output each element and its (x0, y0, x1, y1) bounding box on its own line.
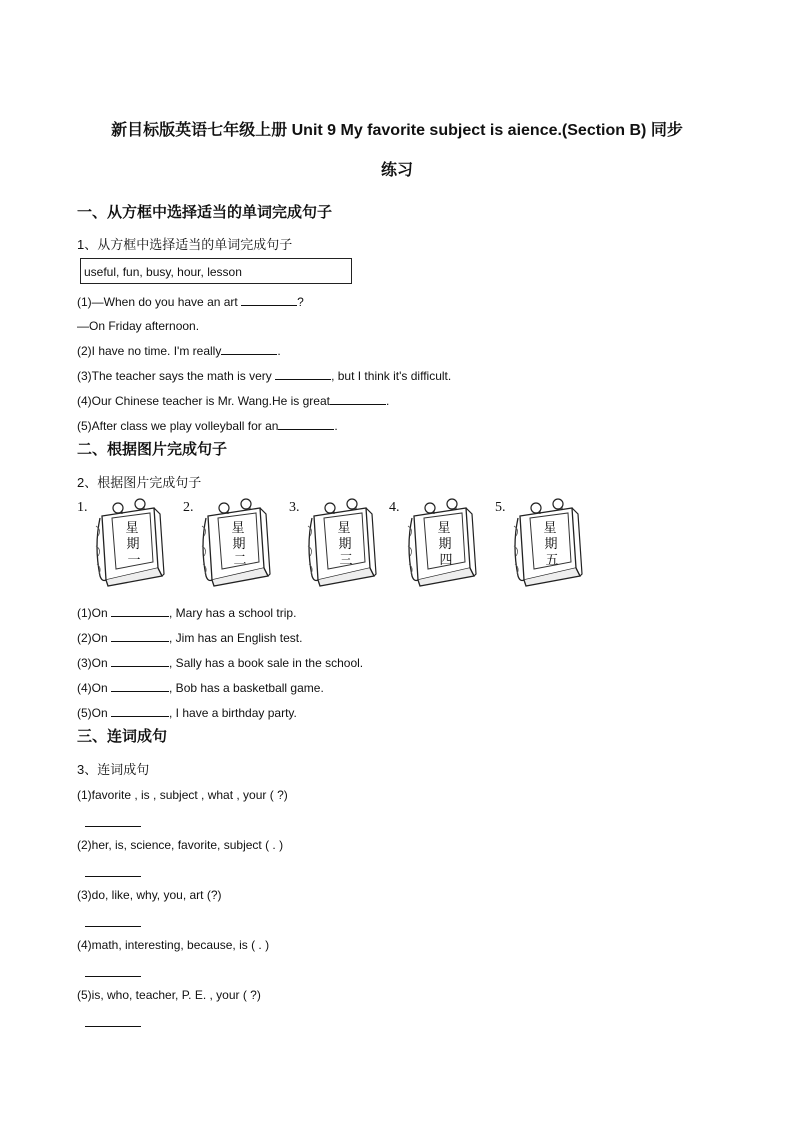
s3-item-3: (3)do, like, why, you, art (?) (77, 888, 222, 902)
s1-item-2: (2)I have no time. I'm really . (77, 344, 281, 358)
s1-item-1-reply: —On Friday afternoon. (77, 319, 200, 333)
s2-item-3: (3)On , Sally has a book sale in the school. (77, 656, 364, 670)
answer-blank[interactable] (241, 293, 297, 306)
section-3-heading: 三、连词成句 (77, 728, 168, 745)
calendar-char: 星 (543, 521, 557, 536)
calendar-thursday-icon (404, 496, 504, 594)
answer-blank[interactable] (275, 367, 331, 380)
answer-blank[interactable] (111, 704, 169, 717)
s3-item-2: (2)her, is, science, favorite, subject ( . ) (77, 838, 284, 852)
page-title-line-2: 练习 (380, 162, 413, 179)
answer-blank[interactable] (111, 604, 169, 617)
calendar-char: 二 (233, 553, 247, 568)
answer-blank[interactable] (111, 629, 169, 642)
calendar-char: 期 (126, 537, 140, 552)
s2-item-1: (1)On , Mary has a school trip. (77, 606, 297, 620)
calendar-char: 四 (439, 553, 453, 568)
answer-blank[interactable] (330, 392, 386, 405)
s3-item-4: (4)math, interesting, because, is ( . ) (77, 938, 270, 952)
calendar-char: 五 (545, 553, 559, 568)
question-1-prompt: 1、从方框中选择适当的单词完成句子 (77, 237, 293, 252)
s1-item-5: (5)After class we play volleyball for an . (77, 419, 338, 433)
calendar-number: 1. (77, 500, 88, 515)
calendar-char: 星 (337, 521, 351, 536)
calendar-number: 2. (183, 500, 194, 515)
calendar-char: 期 (338, 537, 352, 552)
answer-line[interactable] (85, 876, 141, 877)
word-box: useful, fun, busy, hour, lesson (80, 258, 352, 284)
calendar-number: 5. (495, 500, 506, 515)
s1-item-1: (1)—When do you have an art ? (77, 295, 304, 309)
section-2-heading: 二、根据图片完成句子 (77, 441, 228, 458)
question-3-prompt: 3、连词成句 (77, 762, 150, 777)
s1-item-3: (3)The teacher says the math is very , but I think it's difficult. (77, 369, 452, 383)
answer-line[interactable] (85, 1026, 141, 1027)
s2-item-4: (4)On , Bob has a basketball game. (77, 681, 324, 695)
calendar-number: 4. (389, 500, 400, 515)
answer-line[interactable] (85, 826, 141, 827)
s3-item-1: (1)favorite , is , subject , what , your ( ?) (77, 788, 288, 802)
s2-item-5: (5)On , I have a birthday party. (77, 706, 297, 720)
answer-line[interactable] (85, 976, 141, 977)
calendar-char: 期 (232, 537, 246, 552)
answer-blank[interactable] (111, 654, 169, 667)
page-title-line-1: 新目标版英语七年级上册 Unit 9 My favorite subject is aience.(Section B) 同步 (111, 122, 683, 139)
calendar-char: 期 (544, 537, 558, 552)
section-1-heading: 一、从方框中选择适当的单词完成句子 (77, 204, 333, 221)
calendar-char: 一 (127, 553, 141, 568)
calendar-tuesday-icon (198, 496, 298, 594)
s1-item-4: (4)Our Chinese teacher is Mr. Wang.He is great . (77, 394, 390, 408)
calendar-char: 期 (438, 537, 452, 552)
answer-blank[interactable] (278, 417, 334, 430)
s3-item-5: (5)is, who, teacher, P. E. , your ( ?) (77, 988, 261, 1002)
answer-line[interactable] (85, 926, 141, 927)
calendar-char: 三 (339, 553, 353, 568)
question-2-prompt: 2、根据图片完成句子 (77, 475, 202, 490)
calendar-friday-icon (510, 496, 610, 594)
calendar-char: 星 (231, 521, 245, 536)
answer-blank[interactable] (111, 679, 169, 692)
calendar-monday-icon (92, 496, 192, 594)
calendar-char: 星 (437, 521, 451, 536)
answer-blank[interactable] (221, 342, 277, 355)
calendar-char: 星 (125, 521, 139, 536)
s2-item-2: (2)On , Jim has an English test. (77, 631, 303, 645)
calendar-number: 3. (289, 500, 300, 515)
